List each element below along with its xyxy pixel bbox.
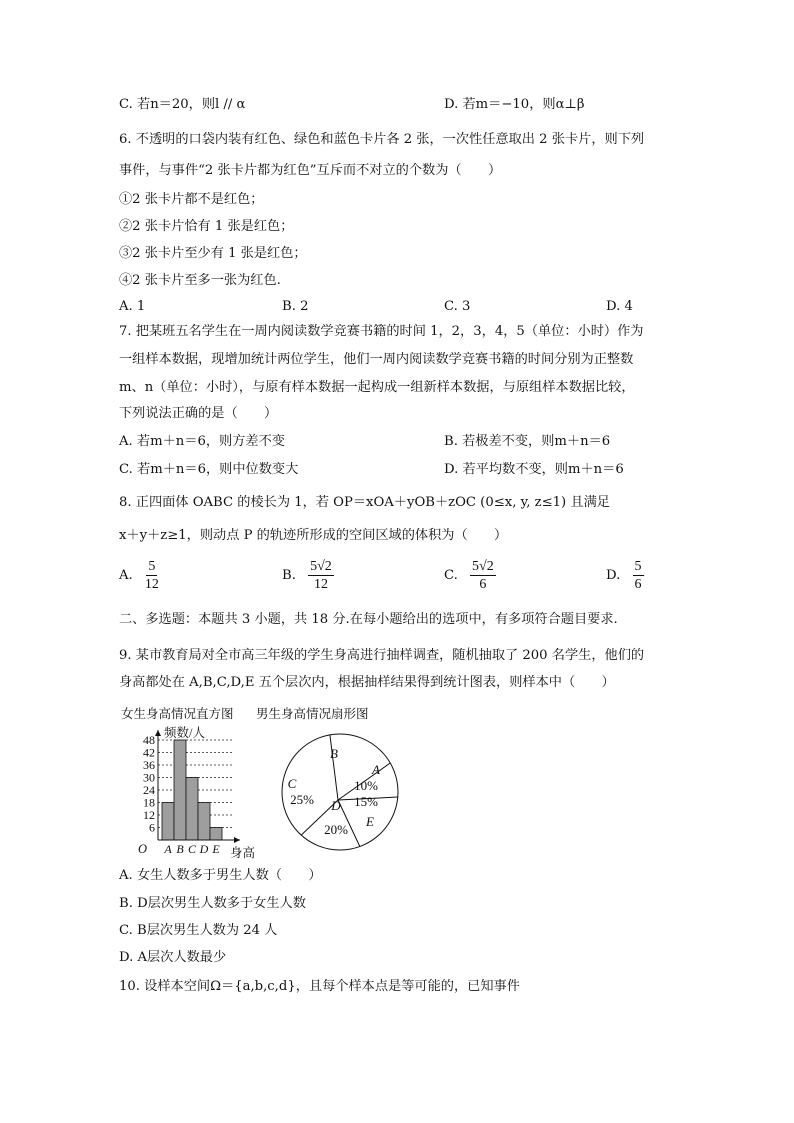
pie-percent-label: 25%: [290, 792, 314, 807]
q8-stem-1: 8. 正四面体 OABC 的棱长为 1，若 OP＝xOA＋yOB＋zOC (0≤x, y, z≤1) 且满足: [119, 495, 610, 510]
q8-option-a-numerator: 5: [148, 559, 156, 574]
q7-stem-3: m、n（单位：小时），与原有样本数据一起构成一组新样本数据，与原组样本数据比较，: [119, 380, 635, 395]
q8-option-a-denominator: 12: [144, 577, 159, 592]
q6-option-d: D. 4: [606, 299, 633, 314]
q7-stem-1: 7. 把某班五名学生在一周内阅读数学竞赛书籍的时间 1，2，3，4，5（单位：小时）作为: [119, 324, 644, 339]
q9-stem-2: 身高都处在 A,B,C,D,E 五个层次内，根据抽样结果得到统计图表，则样本中（ ）: [119, 675, 615, 690]
q5-option-d: D. 若m＝−10，则α⊥β: [444, 97, 585, 112]
section-2-heading: 二、多选题：本题共 3 小题，共 18 分.在每小题给出的选项中，有多项符合题目要求.: [119, 612, 618, 627]
pie-caption: 男生身高情况扇形图: [256, 706, 369, 721]
q6-item-2: ②2 张卡片恰有 1 张是红色；: [119, 219, 294, 234]
y-tick-label: 36: [143, 758, 155, 772]
q6-stem-1: 6. 不透明的口袋内装有红色、绿色和蓝色卡片各 2 张，一次性任意取出 2 张卡片，则下列: [119, 132, 645, 147]
pie-category-label: B: [330, 746, 338, 761]
y-axis-label: 频数/人: [164, 726, 205, 740]
q8-option-b: [282, 558, 334, 593]
q8-option-b-label: B.: [282, 568, 296, 583]
y-axis-arrow: [155, 730, 161, 736]
q8-stem-2: x＋y＋z≥1，则动点 P 的轨迹所形成的空间区域的体积为（ ）: [119, 528, 508, 543]
pie-percent-label: 10%: [354, 778, 378, 793]
pie-category-label: E: [366, 814, 374, 829]
pie-percent-label: 15%: [354, 794, 378, 809]
male-height-pie-chart: [274, 730, 410, 854]
x-tick-label: D: [199, 842, 209, 856]
pie-category-label: D: [331, 798, 341, 813]
histogram-bar: [198, 803, 210, 841]
q6-option-a: A. 1: [119, 299, 146, 314]
q7-stem-4: 下列说法正确的是（ ）: [119, 406, 278, 421]
y-tick-label: 6: [149, 820, 155, 835]
q8-option-d-denominator: 6: [634, 577, 642, 592]
q8-option-d: [606, 558, 644, 593]
q8-option-d-label: D.: [606, 568, 621, 583]
pie-percent-label: 20%: [324, 822, 348, 837]
q8-option-a-label: A.: [119, 568, 133, 583]
q7-option-c: C. 若m＋n＝6，则中位数变大: [119, 462, 299, 477]
q7-stem-2: 一组样本数据，现增加统计两位学生，他们一周内阅读数学竞赛书籍的时间分别为正整数: [119, 352, 634, 367]
q9-option-d: D. A层次人数最少: [119, 950, 227, 965]
x-axis-label: 身高: [230, 846, 256, 860]
q6-option-c: C. 3: [444, 299, 471, 314]
q9-stem-1: 9. 某市教育局对全市高三年级的学生身高进行抽样调查，随机抽取了 200 名学生，他们的: [119, 648, 645, 663]
histogram-bar: [186, 778, 198, 841]
y-tick-label: 12: [143, 808, 155, 822]
y-tick-label: 30: [143, 770, 155, 785]
q8-option-b-numerator: 5√2: [310, 559, 332, 574]
q8-option-c-label: C.: [444, 568, 458, 583]
q6-option-b: B. 2: [282, 299, 309, 314]
x-axis-arrow: [234, 837, 240, 843]
pie-category-label: C: [287, 776, 297, 791]
origin-label: O: [138, 842, 148, 856]
q6-stem-2: 事件，与事件“2 张卡片都为红色”互斥而不对立的个数为（ ）: [119, 163, 502, 178]
histogram-caption: 女生身高情况直方图: [121, 706, 234, 721]
y-tick-label: 24: [143, 783, 155, 797]
q9-option-c: C. B层次男生人数为 24 人: [119, 923, 278, 938]
q8-option-a: [119, 558, 159, 593]
x-tick-label: B: [176, 842, 184, 856]
y-tick-label: 48: [143, 733, 155, 747]
q8-option-d-numerator: 5: [634, 559, 642, 574]
q7-option-d: D. 若平均数不变，则m＋n＝6: [444, 462, 624, 477]
female-height-histogram: [128, 722, 268, 862]
q8-option-c-denominator: 6: [479, 577, 487, 592]
x-tick-label: C: [187, 842, 197, 856]
q10-stem-1: 10. 设样本空间Ω＝{a,b,c,d}，且每个样本点是等可能的，已知事件: [119, 979, 520, 994]
q6-item-3: ③2 张卡片至少有 1 张是红色；: [119, 246, 307, 261]
histogram-bar: [162, 803, 174, 841]
q7-option-a: A. 若m＋n＝6，则方差不变: [119, 434, 285, 449]
x-tick-label: E: [212, 842, 220, 856]
x-tick-label: A: [164, 842, 172, 856]
histogram-bar: [210, 828, 222, 841]
q8-option-b-denominator: 12: [313, 577, 328, 592]
q8-option-c-numerator: 5√2: [472, 559, 494, 574]
pie-category-label: A: [372, 762, 380, 777]
q7-option-b: B. 若极差不变，则m＋n＝6: [444, 434, 611, 449]
histogram-bar: [174, 740, 186, 840]
q9-option-a: A. 女生人数多于男生人数（ ）: [119, 868, 322, 883]
y-tick-label: 18: [143, 795, 155, 810]
q5-option-c: C. 若n＝20，则l // α: [119, 97, 246, 112]
q6-item-4: ④2 张卡片至多一张为红色.: [119, 273, 281, 288]
q6-item-1: ①2 张卡片都不是红色；: [119, 192, 264, 207]
q8-option-c: [444, 558, 496, 593]
y-tick-label: 42: [143, 745, 155, 760]
q9-option-b: B. D层次男生人数多于女生人数: [119, 896, 306, 911]
